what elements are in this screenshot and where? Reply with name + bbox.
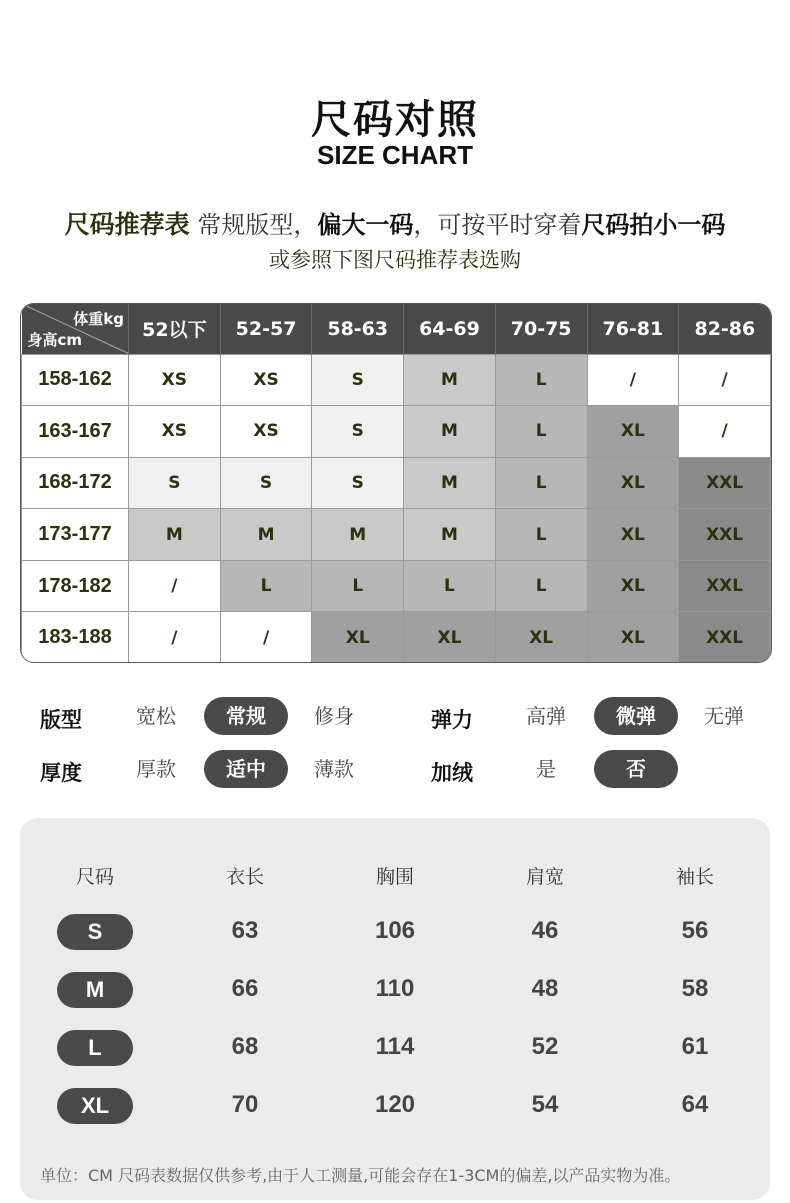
measure-value: 52 bbox=[531, 1033, 559, 1060]
measure-value: 64 bbox=[681, 1091, 709, 1118]
table-row bbox=[22, 354, 771, 406]
size-cell: XS bbox=[220, 406, 312, 458]
fit-option-loose: 宽松 bbox=[136, 704, 176, 728]
measure-value: 110 bbox=[375, 975, 415, 1002]
column-header: 52以下 bbox=[129, 304, 221, 354]
measure-value: 61 bbox=[681, 1033, 709, 1060]
size-cell: XXL bbox=[679, 612, 771, 663]
size-cell: XL bbox=[587, 560, 679, 612]
elastic-label: 弹力 bbox=[431, 708, 473, 732]
size-cell: XS bbox=[129, 406, 221, 458]
recommendation-text-2: 偏大一码 bbox=[317, 211, 414, 239]
measure-value: 46 bbox=[531, 917, 559, 944]
fleece-option-yes: 是 bbox=[536, 757, 556, 781]
height-cell: 173-177 bbox=[22, 509, 129, 561]
page-subtitle: SIZE CHART bbox=[317, 140, 473, 170]
size-cell: M bbox=[129, 509, 221, 561]
size-cell: / bbox=[679, 354, 771, 406]
fit-label: 版型 bbox=[40, 708, 82, 732]
size-pill-m: M bbox=[57, 972, 133, 1008]
measurement-note: 单位：CM 尺码表数据仅供参考,由于人工测量,可能会存在1-3CM的偏差,以产品实物为准。 bbox=[40, 1166, 681, 1185]
measure-header-chest: 胸围 bbox=[375, 866, 414, 888]
size-cell: / bbox=[220, 612, 312, 663]
height-cell: 168-172 bbox=[22, 457, 129, 509]
recommendation-text-4: 尺码拍小一码 bbox=[581, 211, 726, 239]
fit-option-slim: 修身 bbox=[314, 704, 354, 728]
size-cell: XS bbox=[220, 354, 312, 406]
size-cell: M bbox=[312, 509, 404, 561]
measure-value: 48 bbox=[531, 975, 559, 1002]
size-cell: XXL bbox=[679, 457, 771, 509]
measure-header-length: 衣长 bbox=[225, 866, 264, 888]
size-cell: L bbox=[404, 560, 496, 612]
table-header-row bbox=[22, 304, 771, 354]
recommendation-line bbox=[0, 205, 790, 241]
size-cell: M bbox=[404, 354, 496, 406]
size-cell: XL bbox=[495, 612, 587, 663]
table-row bbox=[22, 509, 771, 561]
size-cell: S bbox=[312, 457, 404, 509]
thickness-label: 厚度 bbox=[40, 761, 82, 785]
size-cell: M bbox=[220, 509, 312, 561]
column-header: 76-81 bbox=[587, 304, 679, 354]
measure-value: 66 bbox=[231, 975, 259, 1002]
size-cell: XXL bbox=[679, 560, 771, 612]
column-header: 52-57 bbox=[220, 304, 312, 354]
fleece-option-no: 否 bbox=[594, 750, 678, 788]
thickness-option-medium: 适中 bbox=[204, 750, 288, 788]
size-cell: XXL bbox=[679, 509, 771, 561]
measure-header-size: 尺码 bbox=[75, 866, 114, 888]
size-cell: / bbox=[679, 406, 771, 458]
size-cell: XL bbox=[587, 509, 679, 561]
size-cell: XL bbox=[587, 406, 679, 458]
measure-header-shoulder: 肩宽 bbox=[525, 866, 564, 888]
measure-value: 70 bbox=[231, 1091, 259, 1118]
size-cell: XL bbox=[404, 612, 496, 663]
size-cell: L bbox=[495, 560, 587, 612]
size-cell: / bbox=[129, 560, 221, 612]
height-cell: 178-182 bbox=[22, 560, 129, 612]
size-cell: L bbox=[495, 509, 587, 561]
table-corner-cell bbox=[22, 304, 129, 354]
recommendation-text-1: 常规版型， bbox=[197, 211, 318, 239]
height-cell: 163-167 bbox=[22, 406, 129, 458]
size-cell: L bbox=[495, 354, 587, 406]
size-cell: XL bbox=[312, 612, 404, 663]
size-cell: L bbox=[312, 560, 404, 612]
thickness-option-thin: 薄款 bbox=[314, 757, 354, 781]
fleece-label: 加绒 bbox=[431, 761, 473, 785]
measure-value: 56 bbox=[681, 917, 709, 944]
table-row bbox=[22, 406, 771, 458]
measure-header-sleeve: 袖长 bbox=[675, 866, 714, 888]
column-header: 82-86 bbox=[679, 304, 771, 354]
size-pill-l: L bbox=[57, 1030, 133, 1066]
recommendation-text-3: ，可按平时穿着 bbox=[413, 211, 582, 239]
size-cell: S bbox=[129, 457, 221, 509]
size-pill-xl: XL bbox=[57, 1088, 133, 1124]
table-row bbox=[22, 612, 771, 663]
column-header: 58-63 bbox=[312, 304, 404, 354]
elastic-option-none: 无弹 bbox=[704, 704, 744, 728]
height-cell: 183-188 bbox=[22, 612, 129, 663]
thickness-option-thick: 厚款 bbox=[136, 757, 176, 781]
height-axis-label: 身高cm bbox=[27, 330, 83, 349]
size-cell: M bbox=[404, 457, 496, 509]
size-pill-s: S bbox=[57, 914, 133, 950]
column-header: 70-75 bbox=[495, 304, 587, 354]
size-cell: S bbox=[312, 406, 404, 458]
size-cell: XL bbox=[587, 612, 679, 663]
table-row bbox=[22, 560, 771, 612]
table-row bbox=[22, 457, 771, 509]
size-cell: / bbox=[129, 612, 221, 663]
measure-value: 120 bbox=[374, 1091, 416, 1118]
size-cell: L bbox=[495, 406, 587, 458]
size-cell: S bbox=[220, 457, 312, 509]
page-title: 尺码对照 bbox=[311, 97, 479, 143]
measure-value: 114 bbox=[375, 1033, 415, 1060]
size-cell: M bbox=[404, 509, 496, 561]
size-cell: XL bbox=[587, 457, 679, 509]
height-cell: 158-162 bbox=[22, 354, 129, 406]
measure-value: 106 bbox=[374, 917, 416, 944]
recommendation-subtext: 或参照下图尺码推荐表选购 bbox=[269, 248, 521, 272]
size-cell: XS bbox=[129, 354, 221, 406]
measure-value: 68 bbox=[231, 1033, 259, 1060]
recommendation-heading: 尺码推荐表 bbox=[64, 210, 190, 239]
column-header: 64-69 bbox=[404, 304, 496, 354]
measure-value: 58 bbox=[681, 975, 709, 1002]
size-cell: L bbox=[220, 560, 312, 612]
size-cell: M bbox=[404, 406, 496, 458]
elastic-option-high: 高弹 bbox=[526, 704, 566, 728]
size-recommendation-table bbox=[20, 303, 772, 663]
weight-axis-label: 体重kg bbox=[73, 310, 124, 328]
measure-value: 54 bbox=[531, 1091, 559, 1118]
measure-value: 63 bbox=[231, 917, 259, 944]
size-cell: / bbox=[587, 354, 679, 406]
size-cell: L bbox=[495, 457, 587, 509]
elastic-option-slight: 微弹 bbox=[594, 697, 678, 735]
size-cell: S bbox=[312, 354, 404, 406]
fit-option-regular: 常规 bbox=[204, 697, 288, 735]
